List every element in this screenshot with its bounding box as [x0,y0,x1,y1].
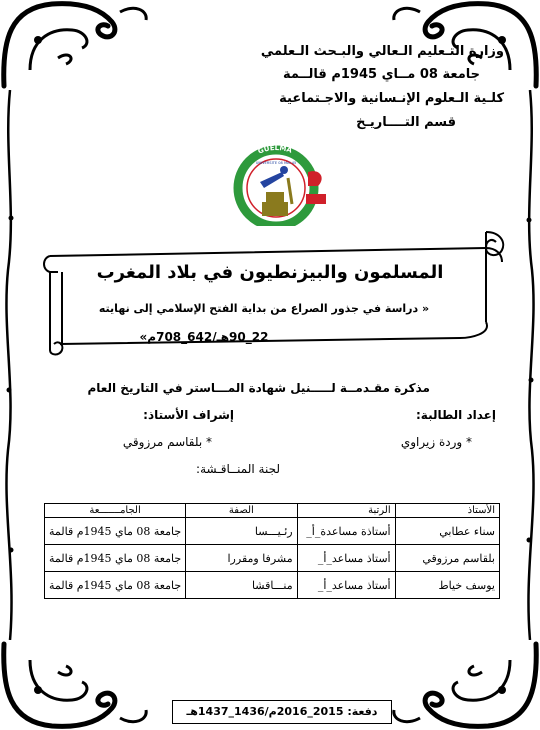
memo-title: مذكرة مقـدمــة لـــــنيل شهادة المـــاستر في التاريخ العام [87,381,430,395]
table-cell: أستاذ مساعد_أ_ [297,545,395,572]
table-cell: أستاذ مساعد_أ_ [297,572,395,599]
university-name: جامعة 08 مــاي 1945م قالــمة [283,67,480,82]
logo-sub-text: UNIVERSITE 08 MAI 45 [255,161,297,165]
table-cell: مشرفا ومقررا [186,545,297,572]
thesis-subtitle-line2: 22_90هـ/642_708م» [139,330,269,344]
header-cell-rank: الرتبة [297,504,395,518]
student-label: إعداد الطالبة: [416,408,496,422]
header-cell-role: الصفة [186,504,297,518]
table-cell: منـــاقشا [186,572,297,599]
table-header-row [45,504,500,518]
table-cell: بلقاسم مرزوقي [395,545,499,572]
department-name: قسم التــــاريـخ [356,115,456,130]
table-cell: يوسف خياط [395,572,499,599]
table-cell: سناء عطابي [395,518,499,545]
table-cell: جامعة 08 ماي 1945م قالمة [45,545,186,572]
committee-table [44,503,500,599]
table-cell: جامعة 08 ماي 1945م قالمة [45,572,186,599]
header-cell-university: الجامـــــــعة [45,504,186,518]
corner-ornament-bottom-left [0,640,150,730]
logo-arc-text: GUELMA [256,143,294,156]
university-logo [222,142,330,230]
table-cell: رئـيـــسا [186,518,297,545]
right-border-vine [522,90,538,644]
thesis-title: المسلمون والبيزنطيون في بلاد المغرب [96,262,444,283]
supervisor-label: إشراف الأستاذ: [143,408,234,422]
supervisor-name: * بلقاسم مرزوقي [122,435,212,449]
table-row [45,572,500,599]
committee-label: لجنة المنــاقـشة: [196,462,280,476]
student-name: * وردة زيراوي [400,435,472,449]
faculty-name: كلـية الـعلوم الإنـسانية والاجـتماعية [279,91,504,106]
header-cell-professor: الأستاذ [395,504,499,518]
table-cell: أستاذة مساعدة_أ_ [297,518,395,545]
thesis-subtitle-line1: « دراسة في جذور الصراع من بداية الفتح الإسلامي إلى نهايته [98,302,430,315]
corner-ornament-top-left [0,0,150,90]
table-row [45,518,500,545]
graduation-date: دفعة: 2015_2016م/1436_1437هـ [172,700,392,724]
corner-ornament-bottom-right [390,640,540,730]
table-cell: جامعة 08 ماي 1945م قالمة [45,518,186,545]
ministry-name: وزارة التـعليم الـعالي والبـحث الـعلمي [260,44,504,59]
left-border-vine [2,90,18,644]
table-row [45,545,500,572]
